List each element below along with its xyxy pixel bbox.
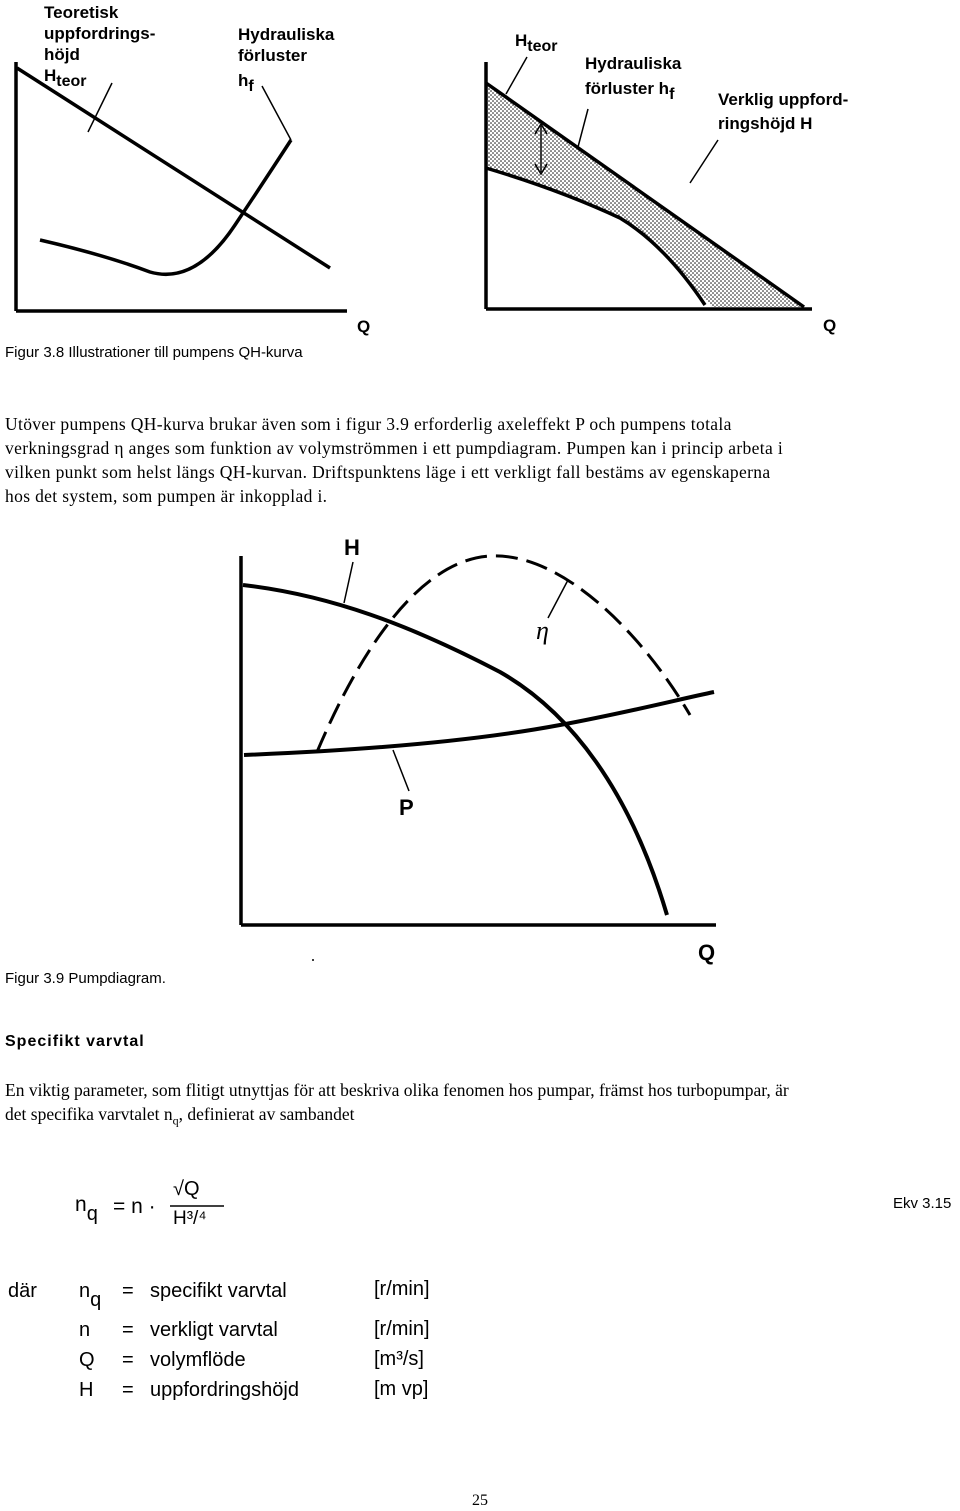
equation-lhs-subscript: q bbox=[86, 1203, 98, 1225]
left-hf-curve bbox=[40, 140, 291, 274]
definition-sym-4: H bbox=[79, 1379, 94, 1401]
definition-desc-3: volymflöde bbox=[150, 1349, 246, 1371]
left-h-teor-subscript: teor bbox=[56, 73, 87, 90]
left-h-teor-label-line2: uppfordrings- bbox=[44, 24, 156, 43]
intro-paragraph-line4: hos det system, som pumpen är inkopplad i. bbox=[5, 486, 328, 506]
p-curve bbox=[244, 692, 714, 755]
left-hf-label-line2: förluster bbox=[238, 46, 307, 65]
equation-denominator: H³/⁴ bbox=[173, 1208, 207, 1229]
section-paragraph-line1: En viktig parameter, som flitigt utnyttjas för att beskriva olika fenomen hos pumpar, främst hos turbopumpar, är bbox=[5, 1080, 789, 1100]
equation-number: Ekv 3.15 bbox=[893, 1195, 952, 1212]
right-real-h-label bbox=[718, 88, 848, 136]
left-h-teor-label-line3: höjd bbox=[44, 45, 80, 64]
eta-leader bbox=[548, 580, 568, 618]
intro-paragraph bbox=[5, 412, 955, 508]
right-real-h-label-line1: Verklig uppford- bbox=[718, 90, 849, 109]
p-curve-label: P bbox=[399, 795, 414, 820]
figure-3-9-caption: Figur 3.9 Pumpdiagram. bbox=[5, 970, 166, 987]
right-axis-q: Q bbox=[823, 316, 837, 335]
definition-sym-3: Q bbox=[79, 1349, 95, 1371]
right-h-teor-symbol: H bbox=[515, 31, 528, 50]
left-h-teor-symbol: H bbox=[44, 66, 57, 85]
pump-diagram-axis-q: Q bbox=[698, 940, 716, 965]
right-real-h-leader bbox=[690, 140, 718, 183]
intro-paragraph-line1: Utöver pumpens QH-kurva brukar även som i figur 3.9 erforderlig axeleffekt P och pumpens totala bbox=[5, 414, 732, 434]
intro-paragraph-line3: vilken punkt som helst längs QH-kurvan. Driftspunktens läge i ett verkligt fall bestäms av egenskaperna bbox=[5, 462, 771, 482]
left-h-teor-label-line1: Teoretisk bbox=[44, 3, 119, 22]
intro-paragraph-line2: verkningsgrad η anges som funktion av volymströmmen i ett pumpdiagram. Pumpen kan i princip arbeta i bbox=[5, 438, 784, 458]
left-hf-symbol: h bbox=[238, 71, 249, 90]
equation-rhs-factor: = n · bbox=[113, 1195, 156, 1218]
figure-3-8-caption: Figur 3.8 Illustrationer till pumpens QH-kurva bbox=[5, 344, 303, 361]
section-heading: Specifikt varvtal bbox=[5, 1033, 145, 1050]
section-paragraph-line2-post: , definierat av sambandet bbox=[178, 1104, 355, 1124]
right-h-teor-leader bbox=[506, 57, 527, 94]
left-hf-subscript: f bbox=[248, 78, 254, 95]
left-axis-q: Q bbox=[357, 317, 371, 336]
definition-desc-4: uppfordringshöjd bbox=[150, 1379, 299, 1401]
left-hf-label-line1: Hydrauliska bbox=[238, 25, 335, 44]
definition-sym-2: n bbox=[79, 1319, 91, 1341]
definition-unit-2: [r/min] bbox=[374, 1318, 430, 1340]
definition-sym-1-sub: q bbox=[90, 1289, 102, 1311]
right-h-teor-label bbox=[515, 30, 558, 57]
left-h-teor-label bbox=[44, 2, 155, 92]
h-curve bbox=[243, 585, 667, 915]
pump-diagram-axes bbox=[241, 556, 716, 925]
scan-dot bbox=[312, 959, 314, 961]
h-curve-label: H bbox=[344, 535, 360, 560]
page-number: 25 bbox=[472, 1492, 488, 1509]
section-paragraph bbox=[5, 1078, 960, 1133]
definition-sym-1 bbox=[79, 1279, 101, 1312]
definition-eq-2: = bbox=[122, 1319, 134, 1341]
right-hf-subscript: f bbox=[669, 86, 675, 103]
definition-desc-2: verkligt varvtal bbox=[150, 1319, 278, 1341]
equation-lhs-symbol: n bbox=[75, 1193, 87, 1216]
left-h-teor-line bbox=[17, 68, 330, 268]
definition-eq-4: = bbox=[122, 1379, 134, 1401]
h-leader bbox=[344, 562, 353, 603]
equation-lhs bbox=[75, 1193, 98, 1226]
section-paragraph-line2-sub: q bbox=[172, 1113, 179, 1128]
definition-unit-1: [r/min] bbox=[374, 1278, 430, 1300]
section-paragraph-line2-pre: det specifika varvtalet n bbox=[5, 1104, 173, 1124]
right-hf-label-line2: förluster h bbox=[585, 79, 670, 98]
eta-curve-label: η bbox=[536, 616, 549, 645]
eta-curve bbox=[317, 556, 690, 752]
right-hf-leader bbox=[578, 109, 588, 147]
equation-numerator: √Q bbox=[173, 1178, 200, 1200]
right-h-teor-subscript: teor bbox=[527, 38, 558, 55]
definition-eq-1: = bbox=[122, 1280, 134, 1302]
definition-unit-3: [m³/s] bbox=[374, 1348, 424, 1370]
right-hf-label bbox=[585, 53, 681, 105]
definition-sym-1-main: n bbox=[79, 1280, 91, 1302]
right-real-h-label-line2: ringshöjd H bbox=[718, 114, 813, 133]
p-leader bbox=[393, 750, 409, 791]
definitions-intro: där bbox=[8, 1280, 37, 1302]
definition-eq-3: = bbox=[122, 1349, 134, 1371]
left-hf-label bbox=[238, 24, 334, 97]
definition-desc-1: specifikt varvtal bbox=[150, 1280, 287, 1302]
definition-unit-4: [m vp] bbox=[374, 1378, 429, 1400]
right-hf-label-line1: Hydrauliska bbox=[585, 54, 682, 73]
